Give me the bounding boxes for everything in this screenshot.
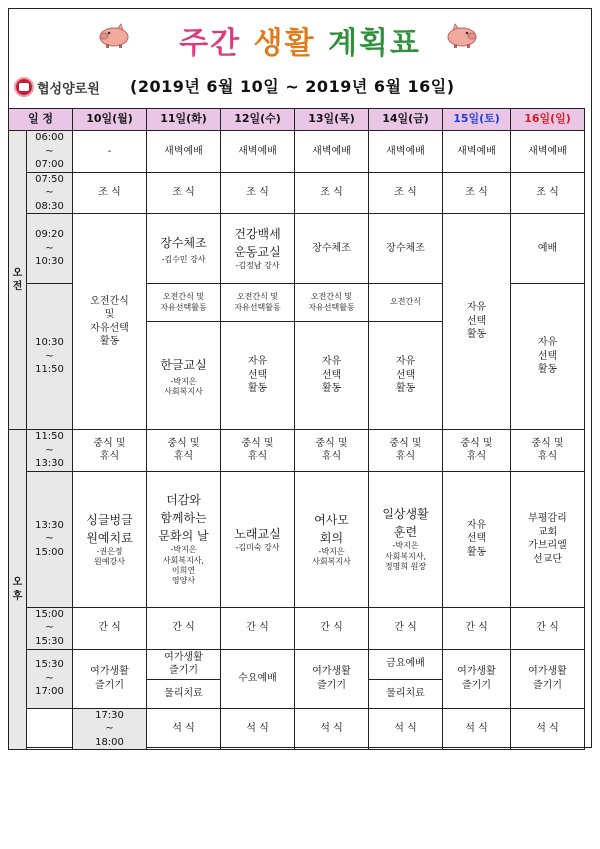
schedule-cell: 여사모 회의 -박지은 사회복지사: [295, 471, 369, 607]
schedule-cell: 자유 선택 활동: [295, 322, 369, 430]
schedule-cell: 수요예배: [221, 649, 295, 708]
title-word-3: 계획표: [327, 26, 421, 61]
schedule-cell: 부평감리 교회 가브리엘 선교단: [511, 471, 585, 607]
schedule-cell: 싱글벙글 원예치료 -권은정 원예강사: [73, 471, 147, 607]
schedule-cell: 간 식: [221, 607, 295, 649]
schedule-cell: 간 식: [369, 607, 443, 649]
header-day: 10일(월): [73, 109, 147, 131]
org-name: 협성양로원: [37, 81, 100, 97]
schedule-cell: 오전간식 및 자유선택활동: [147, 284, 221, 322]
header-day: 13일(목): [295, 109, 369, 131]
heart-logo-icon: [14, 77, 34, 97]
header-day: 12일(수): [221, 109, 295, 131]
schedule-cell: 새벽예배: [295, 131, 369, 173]
schedule-cell: 간 식: [73, 607, 147, 649]
title-word-2: 생활: [253, 26, 316, 61]
time-slot: 15:00 ~ 15:30: [27, 607, 73, 649]
schedule-cell: 여가생활 즐기기: [73, 649, 147, 708]
schedule-cell: 중식 및 휴식: [73, 430, 147, 472]
schedule-table: [8, 108, 585, 750]
schedule-cell: 석 식: [443, 708, 511, 750]
time-slot: 07:50 ~ 08:30: [27, 172, 73, 214]
schedule-cell: 조 식: [147, 172, 221, 214]
time-slot: 10:30 ~ 11:50: [27, 284, 73, 430]
schedule-cell: 간 식: [443, 607, 511, 649]
schedule-cell: 석 식: [295, 708, 369, 750]
title-word-1: 주간: [179, 26, 242, 61]
schedule-cell: 중식 및 휴식: [511, 430, 585, 472]
schedule-cell: 석 식: [221, 708, 295, 750]
schedule-cell: 석 식: [511, 708, 585, 750]
date-range: (2019년 6월 10일 ~ 2019년 6월 16일): [130, 77, 455, 96]
schedule-cell: 여가생활 즐기기: [295, 649, 369, 708]
header-day-sunday: 16일(일): [511, 109, 585, 131]
schedule-cell: 한글교실 -박지은 사회복지사: [147, 322, 221, 430]
header-day: 11일(화): [147, 109, 221, 131]
time-slot: 15:30 ~ 17:00: [27, 649, 73, 708]
header-day-saturday: 15일(토): [443, 109, 511, 131]
schedule-cell: 오전간식: [369, 284, 443, 322]
period-am: 오 전: [9, 131, 27, 430]
schedule-cell: 조 식: [221, 172, 295, 214]
schedule-cell: 예배: [511, 214, 585, 284]
schedule-cell: 중식 및 휴식: [369, 430, 443, 472]
schedule-cell: 일상생활 훈련 -박지은 사회복지사, 정명희 원장: [369, 471, 443, 607]
time-slot: 11:50 ~ 13:30: [27, 430, 73, 472]
time-slot: 06:00 ~ 07:00: [27, 131, 73, 173]
schedule-cell: 자유 선택 활동: [443, 214, 511, 430]
schedule-cell: 자유 선택 활동: [221, 322, 295, 430]
schedule-cell: 조 식: [73, 172, 147, 214]
period-pm: 오 후: [9, 430, 27, 750]
schedule-cell: -: [73, 131, 147, 173]
header-schedule: 일 정: [9, 109, 73, 131]
schedule-cell: 조 식: [443, 172, 511, 214]
schedule-cell: 조 식: [295, 172, 369, 214]
schedule-cell: 석 식: [369, 708, 443, 750]
schedule-cell: 새벽예배: [369, 131, 443, 173]
schedule-cell: 장수체조 -김수민 강사: [147, 214, 221, 284]
schedule-cell: 석 식: [147, 708, 221, 750]
schedule-cell: 간 식: [511, 607, 585, 649]
time-slot: 13:30 ~ 15:00: [27, 471, 73, 607]
schedule-cell: 자유 선택 활동: [369, 322, 443, 430]
schedule-cell: 더감와 함께하는 문화의 날 -박지은 사회복지사, 이희연 영양사: [147, 471, 221, 607]
schedule-cell: 노래교실 -김미숙 강사: [221, 471, 295, 607]
schedule-cell: 오전간식 및 자유선택 활동: [73, 214, 147, 430]
schedule-cell: 중식 및 휴식: [147, 430, 221, 472]
schedule-cell: 금요예배 물리치료: [369, 649, 443, 708]
schedule-cell: 여가생활 즐기기: [443, 649, 511, 708]
time-slot: 09:20 ~ 10:30: [27, 214, 73, 284]
page-title: [0, 18, 600, 62]
schedule-cell: 새벽예배: [221, 131, 295, 173]
schedule-cell: 자유 선택 활동: [443, 471, 511, 607]
schedule-cell: 여가생활 즐기기 물리치료: [147, 649, 221, 708]
schedule-cell: 오전간식 및 자유선택활동: [221, 284, 295, 322]
schedule-cell: 중식 및 휴식: [295, 430, 369, 472]
schedule-cell: 간 식: [147, 607, 221, 649]
schedule-cell: 여가생활 즐기기: [511, 649, 585, 708]
schedule-cell: 조 식: [511, 172, 585, 214]
schedule-cell: 간 식: [295, 607, 369, 649]
time-slot: 17:30 ~ 18:00: [73, 708, 147, 750]
schedule-cell: 자유 선택 활동: [511, 284, 585, 430]
schedule-cell: 새벽예배: [511, 131, 585, 173]
schedule-cell: 장수체조: [369, 214, 443, 284]
schedule-cell: 오전간식 및 자유선택활동: [295, 284, 369, 322]
schedule-cell: 건강백세 운동교실 -김정남 강사: [221, 214, 295, 284]
schedule-cell: 장수체조: [295, 214, 369, 284]
org-logo: [14, 76, 100, 98]
header-day: 14일(금): [369, 109, 443, 131]
schedule-cell: 중식 및 휴식: [221, 430, 295, 472]
schedule-cell: 조 식: [369, 172, 443, 214]
schedule-cell: 새벽예배: [443, 131, 511, 173]
schedule-cell: 새벽예배: [147, 131, 221, 173]
schedule-cell: 중식 및 휴식: [443, 430, 511, 472]
